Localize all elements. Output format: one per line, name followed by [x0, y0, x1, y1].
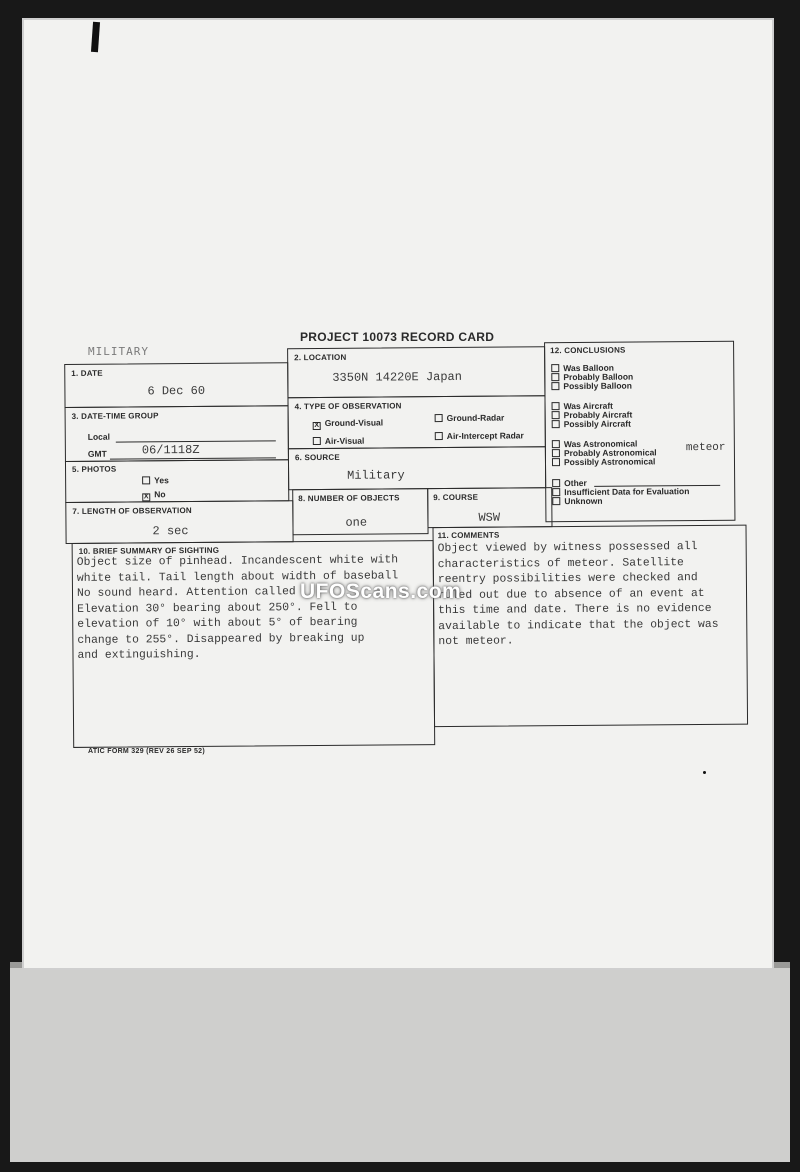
observation-type-cell: [287, 395, 545, 449]
possibly-aircraft-checkbox: [552, 420, 560, 428]
unknown-option: [552, 496, 602, 506]
length-of-observation-value: 2 sec: [152, 524, 189, 539]
course-cell: [427, 487, 552, 528]
probably-balloon-checkbox: [551, 373, 559, 381]
possibly-aircraft-option: [552, 419, 631, 430]
course-label: 9. COURSE: [433, 492, 479, 503]
unknown-text: Unknown: [564, 495, 603, 507]
summary-line: Object size of pinhead. Incandescent white with: [76, 554, 399, 569]
other-checkbox: [552, 479, 560, 487]
observation-type-label: 4. TYPE OF OBSERVATION: [294, 401, 402, 412]
ground-radar-checkbox: [435, 414, 443, 422]
lower-sheet: [10, 962, 790, 1162]
summary-cell: [72, 540, 436, 748]
photos-label: 5. PHOTOS: [71, 464, 117, 474]
ground-visual-text: Ground-Visual: [324, 417, 384, 428]
probably-aircraft-checkbox: [552, 411, 560, 419]
was-balloon-checkbox: [551, 364, 559, 372]
source-cell: [288, 446, 546, 490]
gmt-label: GMT: [87, 448, 107, 459]
ink-speck: [703, 771, 706, 774]
number-of-objects-value: one: [345, 515, 368, 530]
possibly-astronomical-text: Possibly Astronomical: [563, 456, 656, 468]
date-time-group-cell: [65, 405, 289, 462]
probably-astronomical-checkbox: [552, 449, 560, 457]
other-text: Other: [564, 477, 587, 489]
probably-balloon-text: Probably Balloon: [563, 371, 634, 383]
air-visual-text: Air-Visual: [324, 435, 365, 446]
number-of-objects-cell: [292, 488, 428, 535]
summary-line: change to 255°. Disappeared by breaking up: [77, 632, 365, 647]
form-footer: ATIC FORM 329 (REV 26 SEP 52): [88, 748, 205, 755]
local-label: Local: [87, 431, 111, 442]
date-label: 1. DATE: [71, 368, 103, 378]
comments-cell: [432, 525, 748, 727]
ufoscans-watermark: UFOScans.com: [300, 580, 462, 603]
comments-line: available to indicate that the object was: [438, 618, 719, 633]
air-intercept-radar-option: [435, 430, 524, 441]
number-of-objects-label: 8. NUMBER OF OBJECTS: [298, 493, 400, 504]
ground-visual-checkbox: X: [314, 421, 320, 430]
conclusions-cell: [544, 341, 735, 522]
comments-line: not meteor.: [438, 635, 514, 649]
summary-line: Elevation 30° bearing about 250°. Fell to: [77, 601, 358, 616]
photos-cell: [65, 459, 289, 503]
comments-line: this time and date. There is no evidence: [438, 602, 712, 618]
unknown-checkbox: [552, 497, 560, 505]
photos-no-text: No: [154, 489, 166, 500]
record-card: [64, 333, 751, 750]
conclusions-label: 12. CONCLUSIONS: [550, 345, 626, 356]
photos-no-option: [142, 489, 165, 501]
summary-line: white tail. Tail length about width of baseball: [76, 569, 399, 585]
military-stamp: MILITARY: [88, 345, 149, 358]
insufficient-data-checkbox: [552, 488, 560, 496]
comments-line: characteristics of meteor. Satellite: [437, 556, 684, 571]
location-value: 3350N 14220E Japan: [332, 369, 462, 385]
ground-radar-option: [435, 413, 505, 424]
probably-astronomical-note: meteor: [685, 441, 726, 455]
comments-line: reentry possibilities were checked and: [437, 572, 698, 587]
comments-text: [438, 540, 719, 651]
air-intercept-radar-checkbox: [435, 432, 443, 440]
possibly-astronomical-option: [552, 456, 655, 467]
summary-label: 10. BRIEF SUMMARY OF SIGHTING: [78, 545, 220, 556]
card-title: PROJECT 10073 RECORD CARD: [300, 330, 495, 344]
was-astronomical-text: Was Astronomical: [563, 438, 638, 450]
was-aircraft-checkbox: [552, 402, 560, 410]
photos-no-checkbox: X: [143, 493, 149, 501]
date-value: 6 Dec 60: [147, 383, 206, 399]
source-value: Military: [347, 468, 405, 483]
possibly-astronomical-checkbox: [552, 458, 560, 466]
date-cell: [64, 362, 288, 408]
possibly-balloon-option: [551, 381, 632, 392]
ground-radar-text: Ground-Radar: [446, 412, 505, 423]
probably-aircraft-text: Probably Aircraft: [563, 409, 633, 421]
ground-visual-option: [313, 417, 383, 430]
length-of-observation-cell: [65, 500, 293, 544]
air-visual-checkbox: [313, 437, 321, 445]
comments-line: ruled out due to absence of an event at: [437, 587, 705, 602]
date-time-group-label: 3. DATE-TIME GROUP: [71, 411, 159, 421]
air-visual-option: [313, 436, 365, 446]
ink-speck: [91, 22, 100, 52]
location-label: 2. LOCATION: [294, 352, 347, 363]
length-of-observation-label: 7. LENGTH OF OBSERVATION: [72, 506, 192, 516]
photos-yes-option: [142, 475, 169, 485]
course-value: WSW: [478, 510, 501, 525]
was-balloon-text: Was Balloon: [563, 362, 614, 374]
location-cell: [287, 346, 545, 398]
summary-line: elevation of 10° with about 5° of bearing: [77, 616, 358, 631]
photos-yes-checkbox: [142, 476, 150, 484]
comments-line: Object viewed by witness possessed all: [437, 541, 698, 556]
summary-line: No sound heard. Attention called: [76, 586, 296, 600]
summary-line: and extinguishing.: [77, 648, 201, 662]
insufficient-data-text: Insufficient Data for Evaluation: [564, 486, 690, 498]
was-aircraft-text: Was Aircraft: [563, 400, 614, 412]
source-label: 6. SOURCE: [294, 452, 340, 463]
summary-text: [77, 553, 399, 664]
was-astronomical-checkbox: [552, 440, 560, 448]
air-intercept-radar-text: Air-Intercept Radar: [446, 430, 524, 441]
possibly-aircraft-text: Possibly Aircraft: [563, 418, 631, 430]
possibly-balloon-checkbox: [551, 382, 559, 390]
gmt-value: 06/1118Z: [141, 442, 200, 458]
probably-astronomical-text: Probably Astronomical: [563, 447, 657, 459]
photos-yes-text: Yes: [154, 475, 169, 486]
comments-label: 11. COMMENTS: [437, 530, 500, 541]
possibly-balloon-text: Possibly Balloon: [563, 380, 632, 392]
